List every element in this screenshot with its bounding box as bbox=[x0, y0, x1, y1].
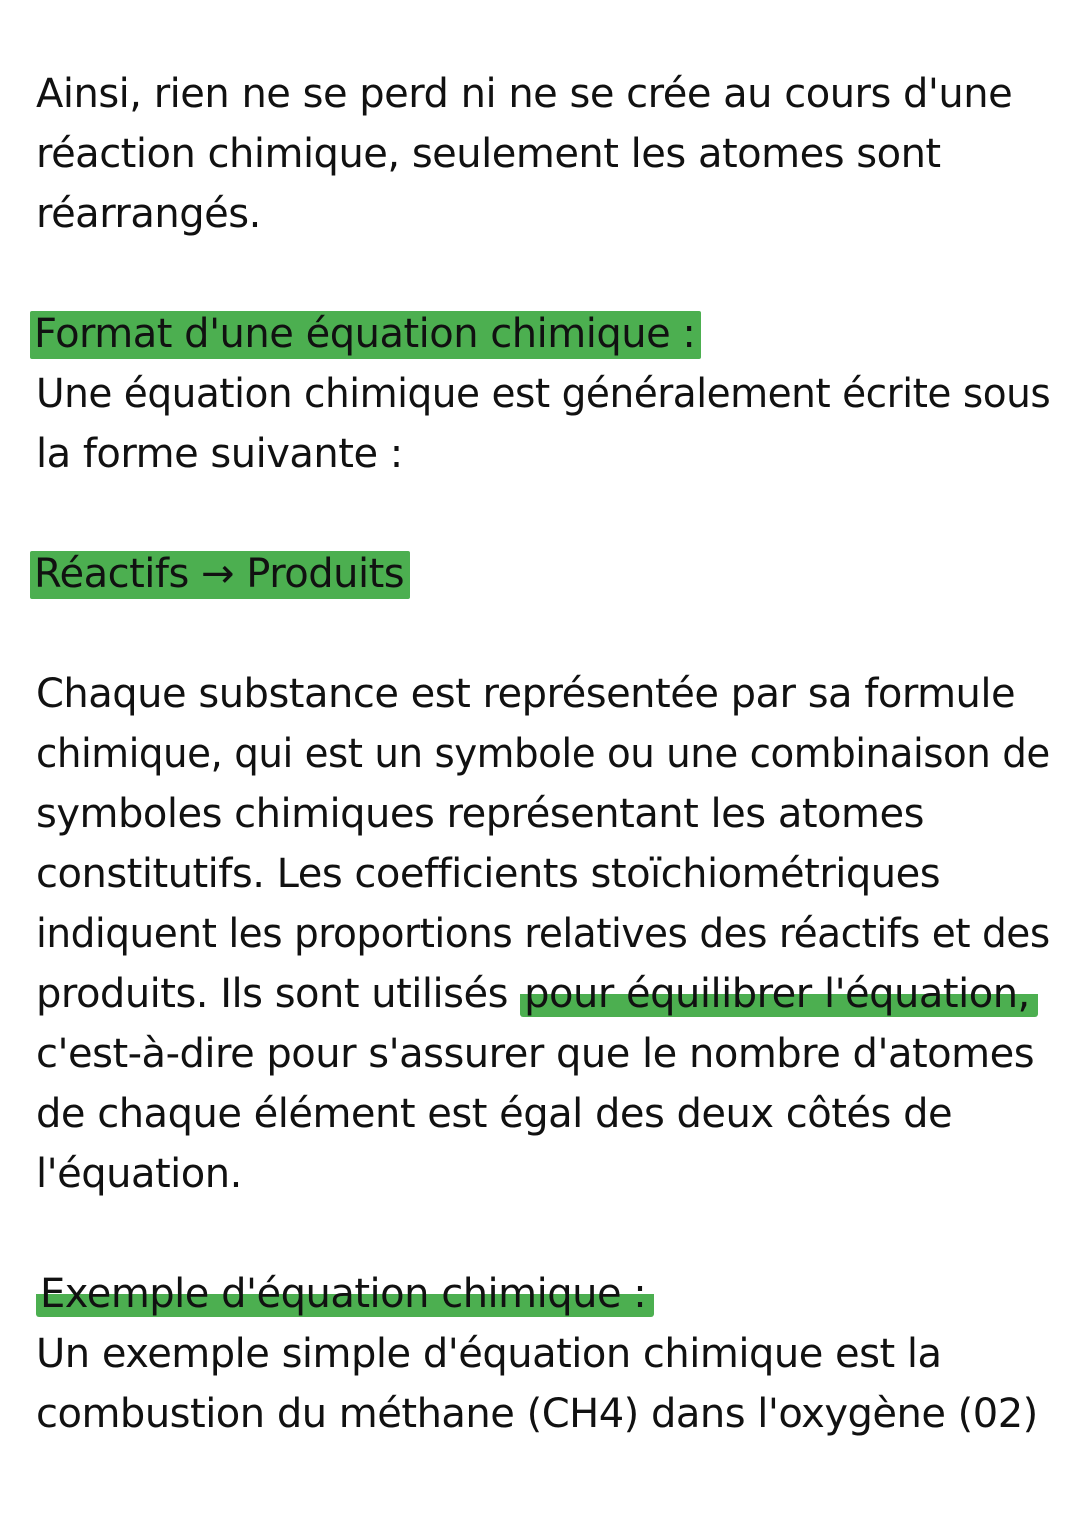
paragraph-2-line-4: constitutifs. Les coefficients stoïchiométriques bbox=[36, 851, 941, 897]
example-line-1: Un exemple simple d'équation chimique est la bbox=[36, 1331, 942, 1377]
paragraph-1-line-3: réarrangés. bbox=[36, 191, 261, 237]
paragraph-2-line-6 bbox=[36, 964, 1038, 1024]
formula-products: Produits bbox=[246, 551, 405, 597]
paragraph-1-line-2: réaction chimique, seulement les atomes sont bbox=[36, 131, 941, 177]
formula-line bbox=[36, 544, 410, 604]
paragraph-1-line-1: Ainsi, rien ne se perd ni ne se crée au cours d'une bbox=[36, 71, 1013, 117]
example-heading: Exemple d'équation chimique : bbox=[36, 1271, 654, 1317]
paragraph-2-line-8: de chaque élément est égal des deux côtés de bbox=[36, 1091, 953, 1137]
format-line-1: Une équation chimique est généralement écrite sous bbox=[36, 371, 1051, 417]
equilibrer-highlight: pour équilibrer l'équation, bbox=[520, 971, 1038, 1017]
example-heading-line bbox=[36, 1264, 654, 1324]
arrow-icon: → bbox=[201, 551, 235, 597]
example-line-2: combustion du méthane (CH4) dans l'oxygène (02) bbox=[36, 1391, 1038, 1437]
paragraph-2-line-9: l'équation. bbox=[36, 1151, 242, 1197]
paragraph-2-line-5: indiquent les proportions relatives des réactifs et des bbox=[36, 911, 1050, 957]
format-line-2: la forme suivante : bbox=[36, 431, 403, 477]
paragraph-2-line-6-start: produits. Ils sont utilisés bbox=[36, 971, 521, 1017]
paragraph-2-line-7: c'est-à-dire pour s'assurer que le nombre d'atomes bbox=[36, 1031, 1035, 1077]
format-heading-line bbox=[36, 304, 701, 364]
paragraph-2-line-2: chimique, qui est un symbole ou une combinaison de bbox=[36, 731, 1050, 777]
paragraph-2-line-3: symboles chimiques représentant les atomes bbox=[36, 791, 924, 837]
formula-highlight bbox=[30, 551, 410, 599]
format-heading: Format d'une équation chimique : bbox=[30, 311, 701, 359]
formula-reactants: Réactifs bbox=[34, 551, 189, 597]
paragraph-2-line-1: Chaque substance est représentée par sa formule bbox=[36, 671, 1016, 717]
